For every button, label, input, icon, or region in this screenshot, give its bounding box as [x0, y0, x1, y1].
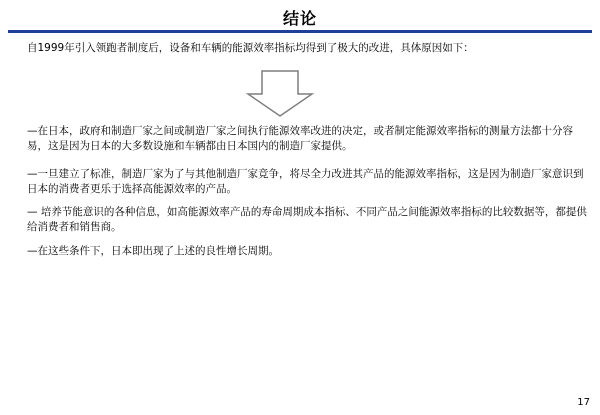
reason-item-3: — 培养节能意识的各种信息，如高能源效率产品的寿命周期成本指标、不同产品之间能源效率指标的比较数据等，都提供给消费者和销售商。	[27, 206, 587, 233]
slide-title: 结论	[282, 9, 317, 28]
intro-text: 自1999年引入领跑者制度后，设备和车辆的能源效率指标均得到了极大的改进，具体原因如下：	[27, 42, 474, 54]
reason-item-1: —在日本，政府和制造厂家之间或制造厂家之间执行能源效率改进的决定，或者制定能源效率指标的测量方法都十分容易，这是因为日本的大多数设施和车辆都由日本国内的制造厂家提供。	[27, 125, 573, 152]
reason-item-4: —在这些条件下，日本即出现了上述的良性增长周期。	[27, 245, 279, 257]
down-arrow-icon	[246, 70, 314, 118]
reason-item-2: —一旦建立了标准，制造厂家为了与其他制造厂家竞争，将尽全力改进其产品的能源效率指标，这是因为制造厂家意识到日本的消费者更乐于选择高能源效率的产品。	[27, 168, 584, 195]
title-divider	[8, 30, 592, 33]
page-number: 17	[577, 397, 590, 408]
